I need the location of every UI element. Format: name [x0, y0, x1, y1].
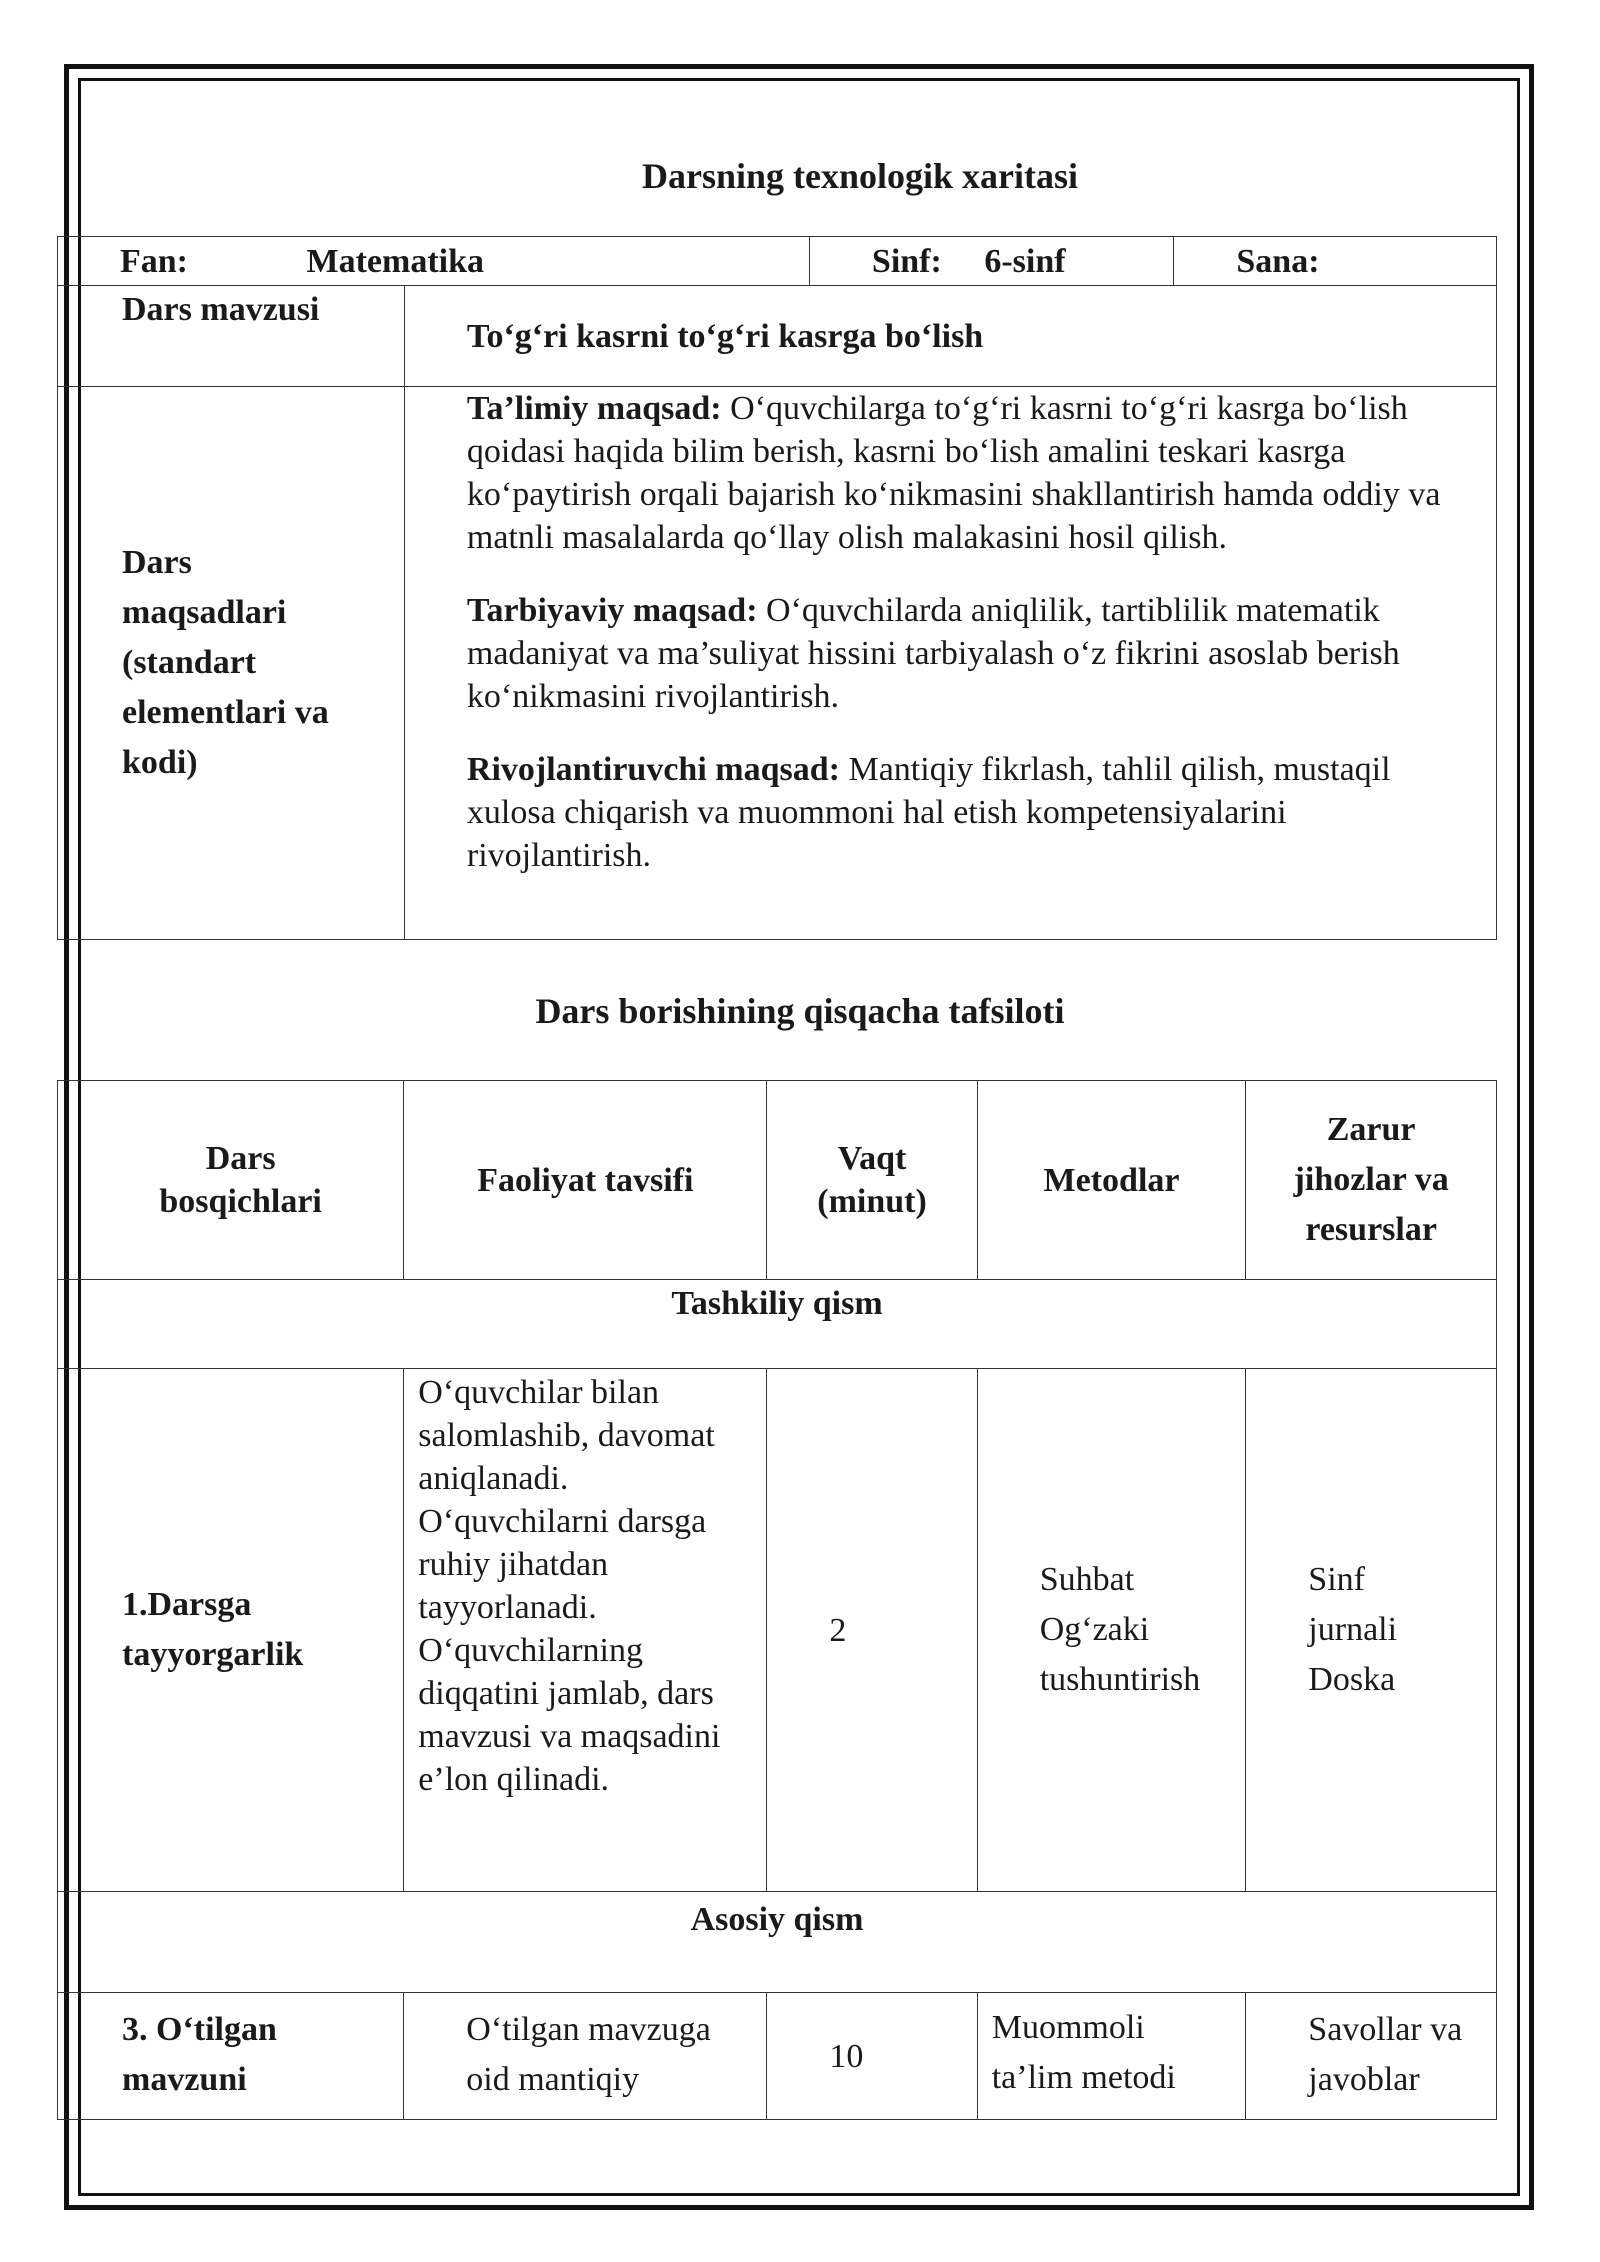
goals-label: Dars maqsadlari (standart elementlari va kodi) [122, 544, 329, 781]
part1-title: Tashkiliy qism [671, 1285, 883, 1322]
sinf-value: 6-sinf [984, 242, 1066, 280]
fan-label: Fan: [120, 242, 188, 280]
goals-content-cell [404, 387, 1496, 940]
row1-time-cell [767, 1369, 977, 1892]
row2-methods: Muommoli ta’lim metodi [991, 2009, 1176, 2096]
col-methods-label: Metodlar [1043, 1161, 1180, 1199]
col-header-stages [58, 1081, 404, 1280]
row2-activity: O‘tilgan mavzuga oid mantiqiy [466, 2011, 711, 2098]
goal-tarbiyaviy-label: Tarbiyaviy maqsad: [466, 592, 758, 629]
lesson-flow-table [57, 1080, 1497, 2120]
part1-header [58, 1280, 1497, 1369]
row1-time: 2 [829, 1611, 847, 1649]
row2-time-cell [767, 1993, 977, 2120]
row1-stage: 1.Darsga tayyorgarlik [122, 1586, 304, 1673]
col-resources-label: Zarur jihozlar va resurslar [1293, 1111, 1449, 1248]
goal-rivoj-label: Rivojlantiruvchi maqsad: [466, 751, 840, 788]
topic-label-cell [58, 286, 405, 387]
goal-talimiy [405, 387, 1496, 559]
lesson-info-table [57, 236, 1497, 286]
row1-activity-cell [404, 1369, 767, 1892]
topic-value-cell [404, 286, 1496, 387]
goal-rivoj [405, 718, 1496, 877]
sinf-label: Sinf: [871, 242, 942, 280]
row1-resources-cell [1246, 1369, 1497, 1892]
goal-rivoj-text: Mantiqiy fikrlash, tahlil qilish, mustaqil xulosa chiqarish va muommoni hal etish kompetensiyalarini rivojlantirish. [466, 751, 1391, 874]
row1-methods-cell [977, 1369, 1246, 1892]
row2-activity-cell [404, 1993, 767, 2120]
col-header-resources [1246, 1081, 1497, 1280]
goal-tarbiyaviy [405, 559, 1496, 718]
part2-title: Asosiy qism [690, 1901, 864, 1938]
col-stages-label: Dars bosqichlari [159, 1140, 322, 1220]
part2-header [58, 1892, 1497, 1993]
row1-activity: O‘quvchilar bilan salomlashib, davomat aniqlanadi. O‘quvchilarni darsga ruhiy jihatdan tayyorlanadi. O‘quvchilarning diqqatini jamlab, dars mavzusi va maqsadini e’lon qilinadi. [418, 1374, 721, 1798]
row2-stage-cell [58, 1993, 404, 2120]
goal-talimiy-text: O‘quvchilarga to‘g‘ri kasrni to‘g‘ri kasrga bo‘lish qoidasi haqida bilim berish, kasrni bo‘lish amalini teskari kasrga ko‘paytirish orqali bajarish ko‘nikmasini shakllantirish hamda oddiy va matnli masalalarda qo‘llay olish malakasini hosil qilish. [466, 390, 1441, 556]
col-time-label: Vaqt (minut) [817, 1140, 927, 1220]
goals-label-cell [58, 387, 405, 940]
topic-label: Dars mavzusi [122, 291, 320, 328]
row2-methods-cell [977, 1993, 1246, 2120]
section-title: Dars borishining qisqacha tafsiloti [535, 991, 1065, 1031]
col-activity-label: Faoliyat tavsifi [477, 1161, 694, 1199]
document-title: Darsning texnologik xaritasi [641, 156, 1079, 196]
topic-goals-table [57, 285, 1497, 940]
sana-cell [1174, 237, 1497, 286]
row2-resources-cell [1246, 1993, 1497, 2120]
goal-talimiy-label: Ta’limiy maqsad: [466, 390, 722, 427]
topic-value: To‘g‘ri kasrni to‘g‘ri kasrga bo‘lish [466, 317, 984, 355]
sinf-cell [809, 237, 1173, 286]
row1-resources: Sinf jurnali Doska [1308, 1561, 1398, 1698]
fan-cell [58, 237, 810, 286]
col-header-time [767, 1081, 977, 1280]
row2-time: 10 [829, 2037, 864, 2075]
row1-methods: Suhbat Og‘zaki tushuntirish [1039, 1561, 1201, 1698]
col-header-activity [404, 1081, 767, 1280]
goal-tarbiyaviy-text: O‘quvchilarda aniqlilik, tartiblilik matematik madaniyat va ma’suliyat hissini tarbiyalash o‘z fikrini asoslab berish ko‘nikmasini rivojlantirish. [466, 592, 1400, 715]
row2-stage: 3. O‘tilgan mavzuni [122, 2011, 277, 2098]
row2-resources: Savollar va javoblar [1308, 2011, 1463, 2098]
sana-label: Sana: [1236, 242, 1320, 280]
row1-stage-cell [58, 1369, 404, 1892]
col-header-methods [977, 1081, 1246, 1280]
fan-value: Matematika [306, 242, 485, 280]
